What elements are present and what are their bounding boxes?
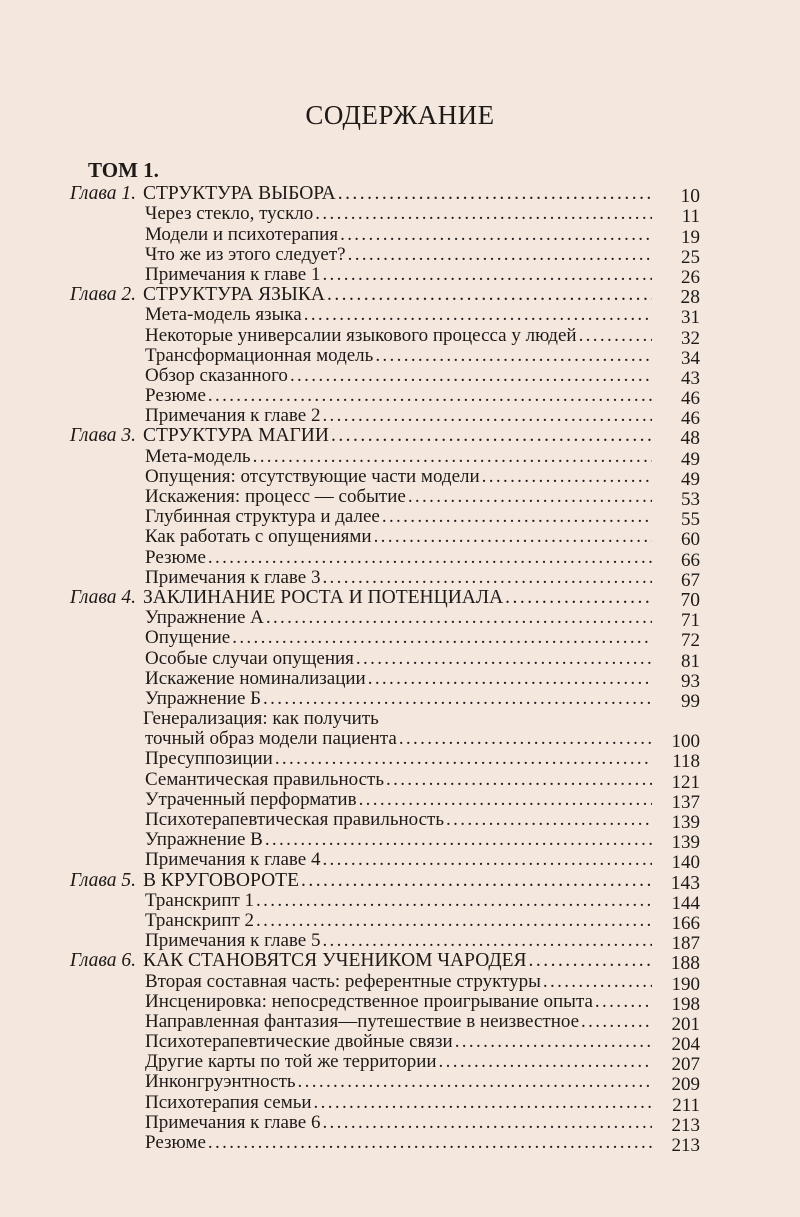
entry-line <box>143 709 652 729</box>
toc-entry-row <box>0 628 800 652</box>
dot-leader <box>256 891 652 911</box>
toc-entry-row <box>0 547 800 571</box>
entry-line <box>145 548 652 568</box>
toc-entry-row <box>0 709 800 729</box>
page-number: 211 <box>672 1094 700 1116</box>
entry-title: Опущение <box>145 628 231 649</box>
entry-title: Некоторые универсалии языкового процесса у людей <box>145 325 577 346</box>
dot-leader <box>253 447 652 467</box>
entry-title: Через стекло, тускло <box>145 204 314 225</box>
page-number: 48 <box>680 428 700 450</box>
toc-entry-row <box>0 648 800 672</box>
entry-title: Обзор сказанного <box>145 365 288 386</box>
entry-line <box>145 1093 652 1113</box>
page-number: 53 <box>681 489 700 510</box>
page-number: 209 <box>671 1074 700 1096</box>
page-number: 26 <box>681 266 700 288</box>
entry-title: Психотерапевтические двойные связи <box>145 1032 453 1053</box>
entry-line <box>145 1012 652 1032</box>
entry-title: Другие карты по той же территории <box>145 1052 437 1073</box>
page-number: 207 <box>671 1054 700 1076</box>
entry-title: Трансформационная модель <box>145 345 374 366</box>
entry-title: Семантическая правильность <box>145 769 384 790</box>
dot-leader <box>340 225 652 245</box>
toc-entry-row <box>0 830 800 854</box>
entry-title: Глубинная структура и далее <box>145 507 380 528</box>
page-number: 204 <box>671 1034 700 1056</box>
dot-leader <box>208 548 652 568</box>
entry-line <box>145 467 652 487</box>
page-number: 140 <box>671 852 700 874</box>
toc-chapter-row <box>0 950 800 975</box>
toc-entry-row <box>0 971 800 995</box>
page-number: 34 <box>681 347 700 369</box>
toc-entry-row <box>0 1133 800 1156</box>
page-number: 11 <box>681 206 700 228</box>
entry-line <box>145 810 652 830</box>
entry-line <box>145 487 652 507</box>
entry-line <box>143 285 652 305</box>
page-number: 118 <box>672 751 700 773</box>
toc-entry-row <box>0 668 800 692</box>
entry-title: Инконгруэнтность <box>145 1072 296 1093</box>
page-number: 143 <box>670 872 700 894</box>
toc-entry-row <box>0 446 800 470</box>
entry-title: ЗАКЛИНАНИЕ РОСТА И ПОТЕНЦИАЛА <box>143 587 504 608</box>
page-number: 31 <box>681 307 700 329</box>
toc-entry-row <box>0 1112 800 1136</box>
toc-entry-row <box>0 810 800 833</box>
entry-title: Пресуппозиции <box>145 749 273 770</box>
toc-entry-row <box>0 264 800 288</box>
toc-entry-row <box>0 507 800 531</box>
entry-line <box>145 507 652 527</box>
entry-line <box>145 447 652 467</box>
dot-leader <box>375 346 652 366</box>
chapter-label: Глава 1. <box>69 183 136 205</box>
toc-entry-row <box>0 567 800 591</box>
entry-line <box>145 1113 652 1133</box>
page-number: 46 <box>681 388 700 410</box>
dot-leader <box>266 608 652 628</box>
entry-title: СТРУКТУРА ЯЗЫКА <box>143 285 325 306</box>
chapter-label: Глава 3. <box>69 425 136 447</box>
dot-leader <box>322 568 652 588</box>
toc-entry-row <box>0 729 800 753</box>
entry-title: Что же из этого следует? <box>145 244 346 265</box>
entry-line <box>145 346 652 366</box>
volume-heading: ТОМ 1. <box>88 158 159 182</box>
page-number: 198 <box>671 993 700 1015</box>
entry-title: СТРУКТУРА МАГИИ <box>143 426 329 447</box>
entry-title: Модели и психотерапия <box>145 224 339 245</box>
dot-leader <box>315 204 652 224</box>
dot-leader <box>322 931 652 951</box>
entry-line <box>145 931 652 951</box>
entry-line <box>145 628 652 648</box>
dot-leader <box>595 992 652 1012</box>
entry-title: Особые случаи опущения <box>145 648 354 669</box>
page-number: 60 <box>681 529 700 551</box>
entry-title: Резюме <box>145 547 206 568</box>
entry-title: Упражнение Б <box>145 688 262 709</box>
dot-leader <box>374 527 652 547</box>
entry-line <box>145 366 652 386</box>
toc-entry-row <box>0 1092 800 1116</box>
entry-line <box>145 749 652 769</box>
entry-title: Мета-модель <box>145 446 251 467</box>
entry-line <box>145 568 652 588</box>
dot-leader <box>399 729 652 749</box>
page-number: 137 <box>671 791 700 813</box>
dot-leader <box>529 951 652 971</box>
page-number: 72 <box>681 630 700 652</box>
entry-line <box>145 245 652 265</box>
toc-entry-row <box>0 931 800 955</box>
toc-entry-row <box>0 365 800 389</box>
toc-entry-row <box>0 244 800 268</box>
entry-line <box>145 891 652 911</box>
entry-line <box>145 790 652 810</box>
dot-leader <box>290 366 652 386</box>
page-number: 100 <box>671 731 700 753</box>
dot-leader <box>408 487 652 507</box>
dot-leader <box>275 749 652 769</box>
entry-line <box>145 326 652 346</box>
page-number: 187 <box>671 933 700 955</box>
entry-line <box>145 992 652 1012</box>
page-number: 28 <box>680 287 700 309</box>
page-number: 99 <box>681 690 700 712</box>
entry-title: Транскрипт 1 <box>145 890 255 911</box>
toc-entry-row <box>0 991 800 1015</box>
page-number: 71 <box>681 610 700 632</box>
page-number: 93 <box>681 670 700 692</box>
entry-line <box>145 1052 652 1072</box>
dot-leader <box>543 972 652 992</box>
entry-title: Примечания к главе 6 <box>145 1112 321 1133</box>
entry-title: Генерализация: как получить <box>143 709 379 730</box>
entry-title: Искажение номинализации <box>145 668 366 689</box>
toc-entry-row <box>0 850 800 874</box>
dot-leader <box>265 830 652 850</box>
entry-title: Примечания к главе 4 <box>145 850 321 871</box>
entry-line <box>143 951 652 971</box>
dot-leader <box>208 1133 652 1153</box>
dot-leader <box>338 184 652 204</box>
chapter-label: Глава 2. <box>69 284 136 306</box>
page-number: 32 <box>681 327 700 349</box>
dot-leader <box>322 850 652 870</box>
page-number: 188 <box>670 953 700 975</box>
page-number: 10 <box>680 186 700 208</box>
entry-line <box>145 1032 652 1052</box>
toc-entry-row <box>0 305 800 329</box>
page-number: 121 <box>671 771 700 793</box>
toc-chapter-row <box>0 586 800 611</box>
page-number: 43 <box>681 367 700 389</box>
chapter-label: Глава 4. <box>69 586 136 608</box>
dot-leader <box>298 1072 652 1092</box>
dot-leader <box>505 588 652 608</box>
toc-chapter-row <box>0 425 800 450</box>
entry-line <box>145 265 652 285</box>
toc-entry-row <box>0 769 800 793</box>
entry-line <box>145 204 652 224</box>
dot-leader <box>348 245 652 265</box>
toc-entry-row <box>0 688 800 712</box>
page-number: 81 <box>681 650 700 672</box>
entry-title: Примечания к главе 5 <box>145 931 321 952</box>
toc-chapter-row <box>0 284 800 309</box>
page-number: 201 <box>671 1013 700 1035</box>
page-number: 190 <box>671 973 700 995</box>
entry-line <box>143 871 652 891</box>
dot-leader <box>301 871 652 891</box>
page-number: 139 <box>671 812 700 833</box>
entry-line <box>145 406 652 426</box>
entry-line <box>143 588 652 608</box>
entry-title: Упражнение А <box>145 608 264 629</box>
entry-title: Примечания к главе 2 <box>145 406 321 427</box>
entry-title: Примечания к главе 3 <box>145 567 321 588</box>
entry-title: СТРУКТУРА ВЫБОРА <box>143 184 336 205</box>
entry-line <box>143 426 652 446</box>
page-number: 46 <box>681 408 700 430</box>
dot-leader <box>439 1052 652 1072</box>
entry-title: Опущения: отсутствующие части модели <box>145 466 480 487</box>
entry-title: В КРУГОВОРОТЕ <box>143 870 299 891</box>
page-number: 166 <box>671 912 700 934</box>
page-title: СОДЕРЖАНИЕ <box>305 100 495 130</box>
dot-leader <box>359 790 652 810</box>
dot-leader <box>322 1113 652 1133</box>
dot-leader <box>455 1032 652 1052</box>
toc-chapter-row <box>0 183 800 208</box>
entry-title: КАК СТАНОВЯТСЯ УЧЕНИКОМ ЧАРОДЕЯ <box>143 951 527 972</box>
dot-leader <box>368 669 652 689</box>
toc-entry-row <box>0 406 800 430</box>
toc-entry-row <box>0 608 800 632</box>
toc-entry-row <box>0 325 800 349</box>
entry-title: Резюме <box>145 1133 206 1153</box>
dot-leader <box>314 1093 652 1113</box>
entry-title: точный образ модели пациента <box>145 729 397 750</box>
entry-line <box>145 850 652 870</box>
entry-title: Направленная фантазия—путешествие в неизвестное <box>145 1011 580 1032</box>
chapter-label: Глава 5. <box>69 869 136 891</box>
dot-leader <box>579 326 652 346</box>
dot-leader <box>482 467 652 487</box>
entry-line <box>145 729 652 749</box>
entry-title: Транскрипт 2 <box>145 910 255 931</box>
entry-title: Как работать с опущениями <box>145 527 372 548</box>
toc-entry-row <box>0 487 800 510</box>
entry-line <box>145 1072 652 1092</box>
dot-leader <box>304 305 652 325</box>
page-number: 49 <box>681 468 700 490</box>
entry-title: Упражнение В <box>145 830 263 851</box>
page-number: 49 <box>681 448 700 470</box>
page-number: 70 <box>680 589 700 611</box>
entry-line <box>145 911 652 931</box>
entry-line <box>145 770 652 790</box>
dot-leader <box>327 285 652 305</box>
entry-line <box>145 689 652 709</box>
toc-entry-row <box>0 1072 800 1096</box>
page-number: 213 <box>671 1135 700 1156</box>
entry-line <box>145 225 652 245</box>
entry-title: Психотерапия семьи <box>145 1092 312 1113</box>
dot-leader <box>263 689 652 709</box>
table-of-contents <box>0 183 800 1156</box>
toc-entry-row <box>0 789 800 813</box>
toc-entry-row <box>0 345 800 369</box>
dot-leader <box>331 426 652 446</box>
entry-line <box>145 830 652 850</box>
entry-title: Психотерапевтическая правильность <box>145 810 445 830</box>
entry-line <box>145 972 652 992</box>
page-number: 144 <box>671 892 700 914</box>
toc-entry-row <box>0 1052 800 1076</box>
entry-line <box>145 386 652 406</box>
chapter-label: Глава 6. <box>69 950 136 972</box>
page-number: 55 <box>681 509 700 531</box>
entry-title: Утраченный перформатив <box>145 789 357 810</box>
entry-title: Искажения: процесс — событие <box>145 487 406 507</box>
dot-leader <box>322 265 652 285</box>
page-number: 67 <box>681 569 700 591</box>
entry-title: Резюме <box>145 386 206 407</box>
entry-line <box>145 608 652 628</box>
dot-leader <box>446 810 652 830</box>
dot-leader <box>322 406 652 426</box>
page-number: 213 <box>671 1114 700 1136</box>
toc-entry-row <box>0 527 800 551</box>
page-number: 139 <box>671 832 700 854</box>
dot-leader <box>256 911 652 931</box>
dot-leader <box>208 386 652 406</box>
dot-leader <box>386 770 652 790</box>
dot-leader <box>232 628 652 648</box>
entry-line <box>145 669 652 689</box>
dot-leader <box>581 1012 652 1032</box>
toc-entry-row <box>0 204 800 228</box>
entry-line <box>145 305 652 325</box>
page-number: 25 <box>681 246 700 268</box>
toc-entry-row <box>0 890 800 914</box>
page-number: 66 <box>681 549 700 571</box>
entry-title: Инсценировка: непосредственное проигрывание опыта <box>145 991 593 1012</box>
toc-entry-row <box>0 749 800 773</box>
dot-leader <box>382 507 652 527</box>
toc-entry-row <box>0 910 800 934</box>
entry-title: Мета-модель языка <box>145 305 302 326</box>
entry-line <box>145 649 652 669</box>
entry-line <box>145 1133 652 1153</box>
toc-chapter-row <box>0 869 800 894</box>
entry-line <box>143 184 652 204</box>
toc-entry-row <box>0 1011 800 1035</box>
toc-entry-row <box>0 386 800 410</box>
toc-entry-row <box>0 1032 800 1056</box>
page-number: 19 <box>681 226 700 248</box>
entry-title: Примечания к главе 1 <box>145 264 321 285</box>
dot-leader <box>356 649 652 669</box>
toc-entry-row <box>0 466 800 490</box>
entry-line <box>145 527 652 547</box>
entry-title: Вторая составная часть: референтные структуры <box>145 971 541 992</box>
toc-entry-row <box>0 224 800 248</box>
